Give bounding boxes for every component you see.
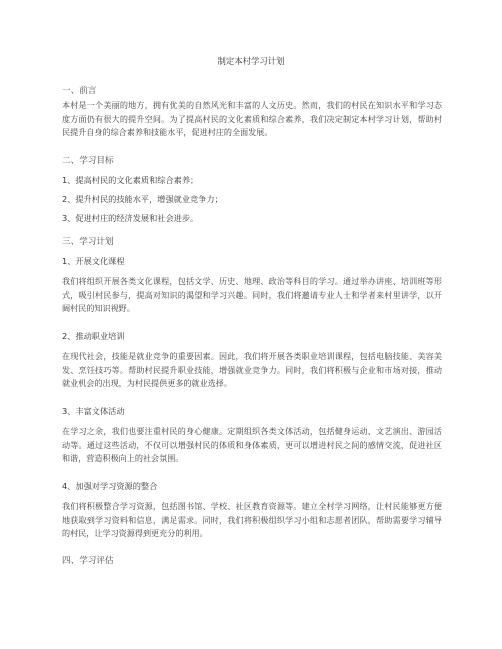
section-heading-goals: 二、学习目标: [62, 156, 114, 166]
plan-paragraph-3: 在学习之余，我们也要注重村民的身心健康。定期组织各类文体活动，包括健身运动、文艺演出、游园活动等。通过这些活动，不仅可以增强村民的体质和身体素质，更可以增进村民之间的感情交流，促进社区和谐，营造积极向上的社会氛围。: [62, 426, 442, 464]
goal-item-2: 2、提升村民的技能水平，增强就业竞争力；: [62, 194, 223, 204]
plan-paragraph-1: 我们将组织开展各类文化课程，包括文学、历史、地理、政治等科目的学习。通过举办讲座、培训班等形式，吸引村民参与，提高对知识的渴望和学习兴趣。同时，我们将邀请专业人士和学者来村里讲学，以开阔村民的知识视野。: [62, 276, 442, 314]
section-heading-evaluation: 四、学习评估: [62, 556, 114, 566]
section-heading-plan: 三、学习计划: [62, 237, 114, 247]
plan-title-1: 1、开展文化课程: [62, 256, 125, 266]
plan-title-4: 4、加强对学习资源的整合: [62, 481, 158, 491]
section-heading-preface: 一、前言: [62, 86, 97, 96]
preface-paragraph: 本村是一个美丽的地方，拥有优美的自然风光和丰富的人文历史。然而，我们的村民在知识水平和学习态度方面仍有很大的提升空间。为了提高村民的文化素质和综合素养，我们决定制定本村学习计划，帮助村民提升自身的综合素养和技能水平，促进村庄的全面发展。: [62, 100, 442, 138]
plan-title-3: 3、丰富文体活动: [62, 406, 125, 416]
plan-title-2: 2、推动职业培训: [62, 331, 125, 341]
goal-item-3: 3、促进村庄的经济发展和社会进步。: [62, 213, 199, 223]
plan-paragraph-4: 我们将积极整合学习资源，包括图书馆、学校、社区教育资源等。建立全村学习网络，让村民能够更方便地获取到学习资料和信息，满足需求。同时，我们将积极组织学习小组和志愿者团队，帮助需要学习辅导的村民，让学习资源得到更充分的利用。: [62, 501, 442, 539]
document-title: 制定本村学习计划: [217, 56, 285, 66]
plan-paragraph-2: 在现代社会，技能是就业竞争的重要因素。因此，我们将开展各类职业培训课程，包括电脑技能、美容美发、烹饪技巧等。帮助村民提升职业技能，增强就业竞争力。同时，我们将积极与企业和市场对接，推动就业机会的出现，为村民提供更多的就业选择。: [62, 351, 442, 389]
goal-item-1: 1、提高村民的文化素质和综合素养；: [62, 175, 199, 185]
